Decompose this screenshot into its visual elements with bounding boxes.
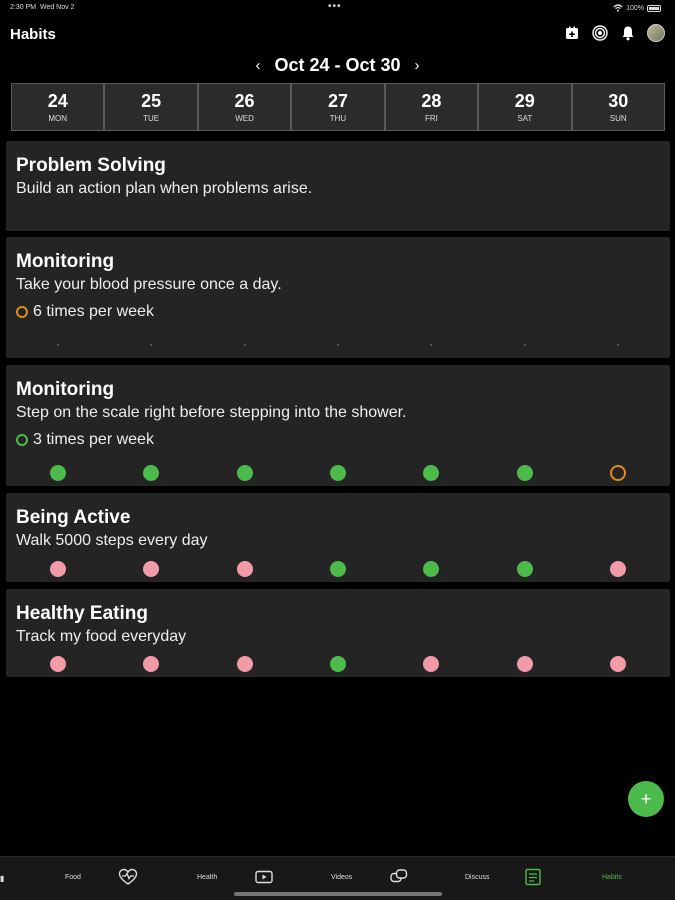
day-number: 26 xyxy=(234,91,255,111)
frequency-ring-icon xyxy=(16,306,28,318)
habit-week-track xyxy=(6,337,670,353)
battery-percent: 100% xyxy=(626,4,644,12)
habit-card[interactable] xyxy=(6,365,670,486)
tab-label-videos: Videos xyxy=(331,874,353,881)
habit-day-mark-missed[interactable] xyxy=(237,656,253,672)
habit-day-mark-empty[interactable] xyxy=(337,344,339,346)
habit-description: Take your blood pressure once a day. xyxy=(16,276,282,293)
page-title: Habits xyxy=(10,26,56,43)
tab-label-discuss: Discuss xyxy=(465,874,490,881)
tab-label-food: Food xyxy=(65,874,81,881)
habit-day-mark-empty[interactable] xyxy=(524,344,526,346)
day-number: 28 xyxy=(421,91,442,111)
habit-day-mark-empty[interactable] xyxy=(617,344,619,346)
day-cell-tue[interactable] xyxy=(104,83,197,131)
habit-day-mark-done[interactable] xyxy=(517,561,533,577)
habit-description: Step on the scale right before stepping into the shower. xyxy=(16,404,407,421)
week-range-label: Oct 24 - Oct 30 xyxy=(274,55,401,75)
habit-day-mark-empty[interactable] xyxy=(244,344,246,346)
tab-label-habits: Habits xyxy=(602,874,622,881)
day-number: 25 xyxy=(141,91,162,111)
habit-week-track xyxy=(6,465,670,481)
habit-day-mark-done[interactable] xyxy=(237,465,253,481)
habit-day-mark-missed[interactable] xyxy=(517,656,533,672)
status-right xyxy=(613,4,661,12)
habit-day-mark-done[interactable] xyxy=(423,465,439,481)
add-habit-button[interactable]: + xyxy=(628,781,664,817)
habit-title: Being Active xyxy=(16,507,131,528)
habit-day-mark-missed[interactable] xyxy=(143,656,159,672)
day-of-week: WED xyxy=(235,114,254,123)
habit-description: Build an action plan when problems arise. xyxy=(16,180,313,197)
avatar[interactable] xyxy=(647,24,665,42)
habit-day-mark-missed[interactable] xyxy=(143,561,159,577)
habit-day-mark-done[interactable] xyxy=(517,465,533,481)
day-number: 24 xyxy=(47,91,68,111)
wifi-icon xyxy=(613,4,623,12)
habit-day-mark-missed[interactable] xyxy=(610,561,626,577)
habit-card[interactable] xyxy=(6,237,670,358)
habit-description: Walk 5000 steps every day xyxy=(16,532,208,549)
habit-day-mark-empty[interactable] xyxy=(430,344,432,346)
habit-day-mark-done[interactable] xyxy=(330,465,346,481)
habit-day-mark-done[interactable] xyxy=(330,561,346,577)
status-time: 2:30 PM Wed Nov 2 xyxy=(10,4,75,11)
day-number: 29 xyxy=(514,91,535,111)
day-cell-mon[interactable] xyxy=(11,83,104,131)
habit-day-mark-pending[interactable] xyxy=(610,465,626,481)
week-navigator xyxy=(0,55,675,76)
habit-title: Monitoring xyxy=(16,379,115,400)
status-bar xyxy=(0,0,675,16)
habit-day-mark-done[interactable] xyxy=(423,561,439,577)
habit-day-mark-missed[interactable] xyxy=(50,656,66,672)
habit-day-mark-done[interactable] xyxy=(330,656,346,672)
prev-week-button[interactable]: ‹ xyxy=(255,57,261,74)
habit-description: Track my food everyday xyxy=(16,628,187,645)
habit-week-track xyxy=(6,656,670,672)
day-strip xyxy=(11,83,665,131)
battery-icon xyxy=(647,5,661,12)
day-of-week: FRI xyxy=(424,114,438,123)
habit-day-mark-done[interactable] xyxy=(50,465,66,481)
habit-card[interactable] xyxy=(6,141,670,231)
day-cell-sun[interactable] xyxy=(572,83,665,131)
day-number: 30 xyxy=(608,91,629,111)
day-of-week: MON xyxy=(48,114,68,123)
next-week-button[interactable]: › xyxy=(414,57,420,74)
day-cell-sat[interactable] xyxy=(478,83,571,131)
habit-card[interactable] xyxy=(6,493,670,582)
habit-day-mark-missed[interactable] xyxy=(610,656,626,672)
habit-title: Monitoring xyxy=(16,251,115,272)
habit-frequency-label: 3 times per week xyxy=(33,431,154,448)
day-cell-wed[interactable] xyxy=(198,83,291,131)
habit-day-mark-empty[interactable] xyxy=(150,344,152,346)
habit-day-mark-missed[interactable] xyxy=(237,561,253,577)
habit-frequency-label: 6 times per week xyxy=(33,303,154,320)
habit-week-track xyxy=(6,561,670,577)
checklist-icon[interactable] xyxy=(523,868,543,886)
day-of-week: SUN xyxy=(609,114,627,123)
target-icon[interactable] xyxy=(591,24,609,42)
habit-day-mark-missed[interactable] xyxy=(423,656,439,672)
chat-bubbles-icon[interactable] xyxy=(389,868,409,886)
video-icon[interactable] xyxy=(254,868,274,886)
habit-frequency xyxy=(16,303,154,321)
day-cell-thu[interactable] xyxy=(291,83,384,131)
habit-day-mark-missed[interactable] xyxy=(50,561,66,577)
header-actions xyxy=(563,24,665,42)
habit-day-mark-done[interactable] xyxy=(143,465,159,481)
habit-frequency xyxy=(16,431,154,449)
calendar-plus-icon[interactable] xyxy=(563,24,581,42)
bell-icon[interactable] xyxy=(619,24,637,42)
day-cell-fri[interactable] xyxy=(385,83,478,131)
habit-day-mark-empty[interactable] xyxy=(57,344,59,346)
multitask-dots[interactable]: ••• xyxy=(328,1,342,12)
frequency-ring-icon xyxy=(16,434,28,446)
tab-bar-edge-glyph: ▮ xyxy=(0,874,5,883)
home-indicator xyxy=(234,892,442,896)
day-of-week: SAT xyxy=(517,114,533,123)
habit-card[interactable] xyxy=(6,589,670,677)
day-number: 27 xyxy=(327,91,348,111)
tab-label-health: Health xyxy=(197,874,218,881)
day-of-week: THU xyxy=(329,114,347,123)
day-of-week: TUE xyxy=(143,114,160,123)
habit-title: Healthy Eating xyxy=(16,603,148,624)
habit-title: Problem Solving xyxy=(16,155,166,176)
heart-pulse-icon[interactable] xyxy=(118,868,138,886)
